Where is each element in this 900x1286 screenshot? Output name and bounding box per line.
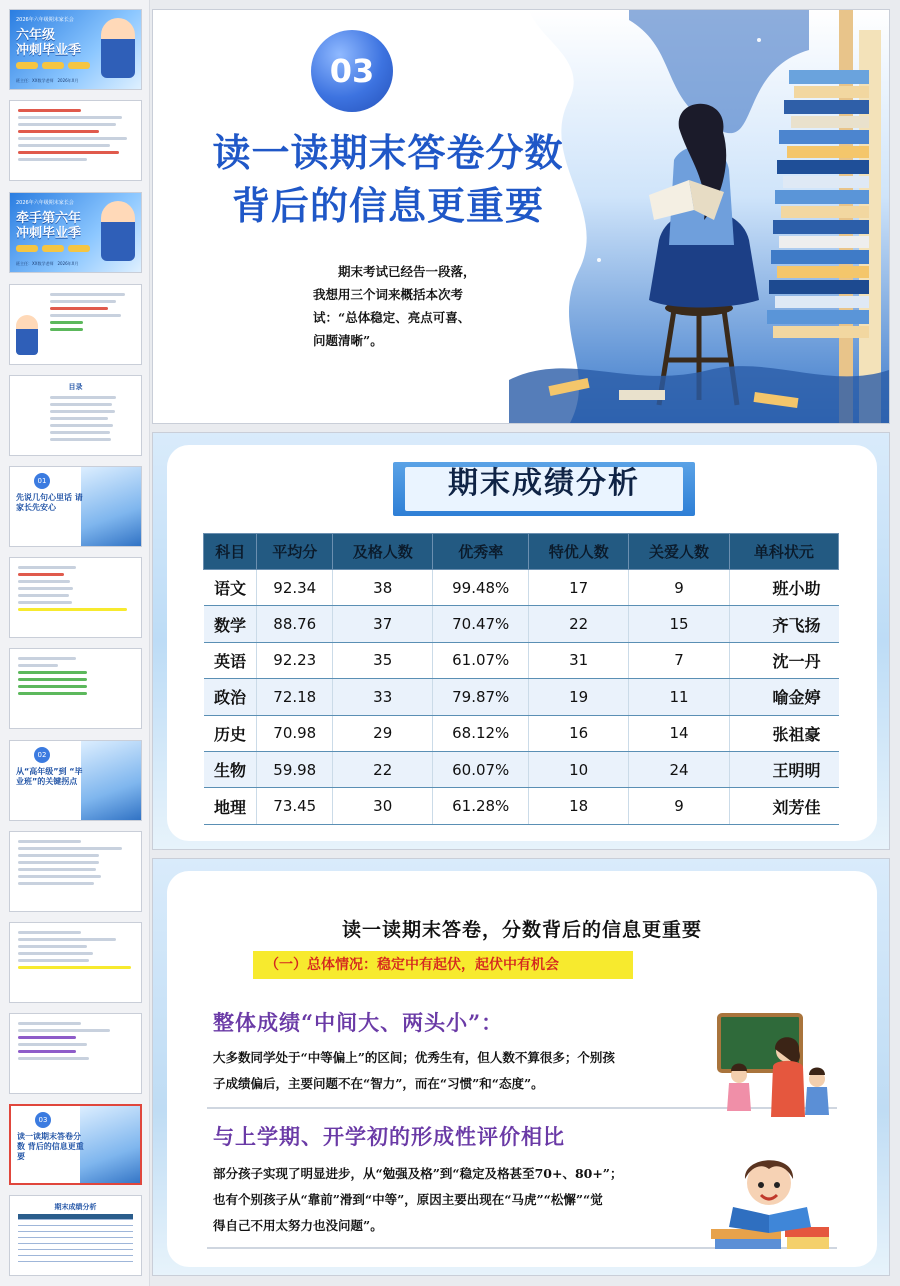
thumb-illustration	[81, 741, 141, 821]
table-cell: 92.23	[257, 642, 333, 678]
highlight-text: （一）总体情况：稳定中有起伏，起伏中有机会	[265, 957, 559, 973]
thumb-title: 期末成绩分析	[54, 1203, 97, 1211]
column-header: 优秀率	[433, 534, 529, 570]
section-title-line1: 读一读期末答卷分数	[212, 130, 564, 175]
content-card	[167, 871, 877, 1267]
table-cell: 喻金婷	[729, 679, 838, 715]
table-cell: 29	[333, 715, 433, 751]
table-cell: 37	[333, 606, 433, 642]
table-cell: 61.07%	[433, 642, 529, 678]
thumb-text-lines	[50, 396, 133, 445]
subheading-1: 整体成绩“中间大、两头小”：	[213, 1010, 504, 1035]
thumb-subtitle: 2026年六年级期末家长会	[16, 17, 74, 23]
thumbnail-slide-5[interactable]	[9, 375, 142, 456]
thumb-tags	[16, 62, 90, 69]
table-cell: 38	[333, 570, 433, 606]
table-cell: 14	[629, 715, 729, 751]
subheading-2: 与上学期、开学初的形成性评价相比	[213, 1124, 565, 1149]
reading-girl-illustration	[509, 10, 889, 424]
table-cell: 73.45	[257, 788, 333, 824]
table-row	[204, 788, 839, 824]
table-cell: 17	[529, 570, 629, 606]
thumbnail-slide-12[interactable]	[9, 1013, 142, 1094]
thumb-subtitle: 2026年六年级期末家长会	[16, 200, 74, 206]
thumb-table	[18, 1214, 133, 1262]
table-cell: 60.07%	[433, 751, 529, 787]
table-cell: 35	[333, 642, 433, 678]
table-cell: 18	[529, 788, 629, 824]
table-header-row	[204, 534, 839, 570]
table-cell: 数学	[204, 606, 257, 642]
thumb-section-number: 02	[34, 747, 50, 763]
table-cell: 68.12%	[433, 715, 529, 751]
table-cell: 7	[629, 642, 729, 678]
column-header: 单科状元	[729, 534, 838, 570]
thumbnail-slide-1[interactable]	[9, 9, 142, 90]
thumbnail-slide-4[interactable]	[9, 284, 142, 365]
thumb-title: 读一读期末答卷分数 背后的信息更重要	[17, 1132, 84, 1161]
teacher-students-illustration	[713, 1011, 831, 1119]
table-cell: 齐飞扬	[729, 606, 838, 642]
thumb-footer: 班主任：XX数学老师 2026年X月	[16, 261, 79, 266]
slide-section-cover[interactable]	[152, 9, 890, 424]
table-cell: 30	[333, 788, 433, 824]
thumb-illustration	[80, 1106, 140, 1185]
slide-title: 期末成绩分析	[448, 466, 640, 501]
student-illustration	[16, 315, 38, 355]
thumb-text-lines	[18, 931, 133, 973]
thumbnail-slide-9[interactable]	[9, 740, 142, 821]
table-cell: 王明明	[729, 751, 838, 787]
column-header: 平均分	[257, 534, 333, 570]
table-cell: 31	[529, 642, 629, 678]
table-cell: 英语	[204, 642, 257, 678]
thumb-title: 从“高年级”到 “毕业班”的关键拐点	[16, 767, 83, 786]
table-row	[204, 715, 839, 751]
table-cell: 92.34	[257, 570, 333, 606]
table-cell: 历史	[204, 715, 257, 751]
table-cell: 79.87%	[433, 679, 529, 715]
boy-reading-illustration	[707, 1147, 833, 1255]
table-cell: 张祖豪	[729, 715, 838, 751]
thumbnail-slide-14[interactable]	[9, 1195, 142, 1276]
student-illustration	[101, 201, 135, 261]
table-cell: 72.18	[257, 679, 333, 715]
table-row	[204, 751, 839, 787]
table-cell: 22	[333, 751, 433, 787]
table-cell: 59.98	[257, 751, 333, 787]
column-header: 特优人数	[529, 534, 629, 570]
table-cell: 16	[529, 715, 629, 751]
score-table	[203, 533, 839, 825]
thumb-illustration	[81, 467, 141, 547]
thumbnail-slide-11[interactable]	[9, 922, 142, 1003]
table-cell: 生物	[204, 751, 257, 787]
table-cell: 刘芳佳	[729, 788, 838, 824]
table-cell: 99.48%	[433, 570, 529, 606]
thumb-text-lines	[18, 109, 133, 165]
table-cell: 24	[629, 751, 729, 787]
intro-paragraph: 期末考试已经告一段落， 我想用三个词来概括本次考 试：“总体稳定、亮点可喜、 问题清晰”。	[313, 264, 476, 348]
table-cell: 70.98	[257, 715, 333, 751]
table-cell: 19	[529, 679, 629, 715]
table-row	[204, 679, 839, 715]
thumbnail-slide-2[interactable]	[9, 100, 142, 181]
table-cell: 地理	[204, 788, 257, 824]
slide-score-analysis[interactable]	[152, 432, 890, 850]
thumb-footer: 班主任：XX数学老师 2026年X月	[16, 78, 79, 83]
thumb-text-lines	[18, 840, 133, 889]
thumb-title: 牵手第六年 冲刺毕业季	[16, 211, 82, 241]
table-cell: 61.28%	[433, 788, 529, 824]
thumbnail-slide-13-active[interactable]	[9, 1104, 142, 1185]
thumb-text-lines	[50, 293, 133, 335]
table-cell: 88.76	[257, 606, 333, 642]
slide-overall-situation[interactable]	[152, 858, 890, 1276]
table-cell: 沈一丹	[729, 642, 838, 678]
thumb-section-number: 03	[35, 1112, 51, 1128]
paragraph-2: 部分孩子实现了明显进步，从“勉强及格”到“稳定及格甚至70+、80+”； 也有个别孩子从“靠前”滑到“中等”，原因主要出现在“马虎”“松懈”“觉 得自己不用太努力也没问题”。	[213, 1166, 623, 1233]
table-row	[204, 642, 839, 678]
table-cell: 15	[629, 606, 729, 642]
thumb-title: 先说几句心里话 请家长先安心	[16, 493, 83, 512]
column-header: 关爱人数	[629, 534, 729, 570]
table-cell: 语文	[204, 570, 257, 606]
section-number-badge: 03	[311, 30, 393, 112]
thumb-title: 六年级 冲刺毕业季	[16, 28, 82, 58]
thumbnail-slide-3[interactable]	[9, 192, 142, 273]
slide-heading: 读一读期末答卷，分数背后的信息更重要	[341, 919, 702, 941]
paragraph-1: 大多数同学处于“中等偏上”的区间；优秀生有，但人数不算很多；个别孩 子成绩偏后，主要问题不在“智力”，而在“习惯”和“态度”。	[213, 1050, 615, 1091]
table-row	[204, 606, 839, 642]
highlight-strip	[253, 951, 633, 979]
column-header: 及格人数	[333, 534, 433, 570]
thumbnail-slide-6[interactable]	[9, 466, 142, 547]
thumb-text-lines	[18, 566, 133, 615]
section-title-line2: 背后的信息更重要	[231, 183, 544, 228]
table-cell: 班小助	[729, 570, 838, 606]
content-card	[167, 445, 877, 841]
table-cell: 22	[529, 606, 629, 642]
thumb-title: 目录	[68, 383, 83, 391]
thumb-text-lines	[18, 657, 133, 699]
slide-thumbnail-rail[interactable]	[0, 0, 150, 1286]
thumb-tags	[16, 245, 90, 252]
table-cell: 70.47%	[433, 606, 529, 642]
table-cell: 9	[629, 570, 729, 606]
table-cell: 政治	[204, 679, 257, 715]
thumbnail-slide-7[interactable]	[9, 557, 142, 638]
table-cell: 33	[333, 679, 433, 715]
table-cell: 10	[529, 751, 629, 787]
thumb-section-number: 01	[34, 473, 50, 489]
table-row	[204, 570, 839, 606]
table-cell: 9	[629, 788, 729, 824]
title-banner	[393, 462, 695, 516]
column-header: 科目	[204, 534, 257, 570]
thumbnail-slide-10[interactable]	[9, 831, 142, 912]
table-cell: 11	[629, 679, 729, 715]
student-illustration	[101, 18, 135, 78]
thumb-text-lines	[18, 1022, 133, 1064]
thumbnail-slide-8[interactable]	[9, 648, 142, 729]
